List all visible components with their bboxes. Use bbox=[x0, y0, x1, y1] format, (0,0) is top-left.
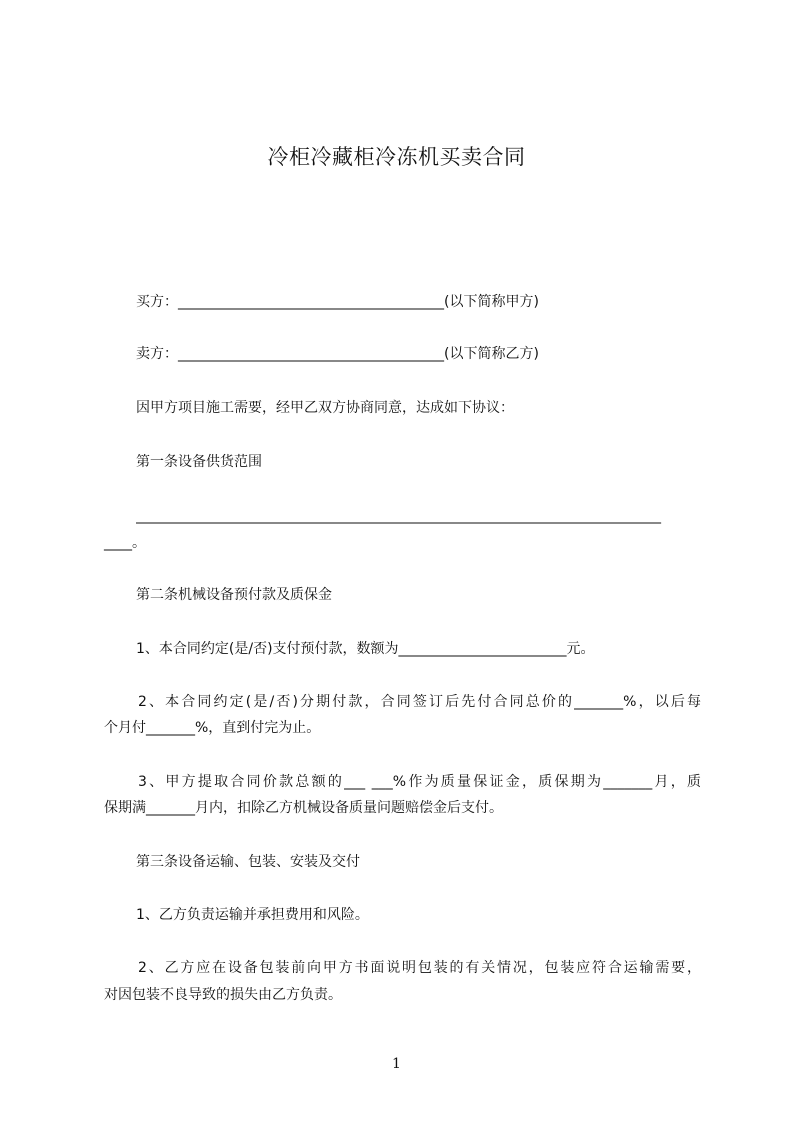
article-2-heading: 第二条机械设备预付款及质保金 bbox=[136, 587, 332, 603]
article-2-item-2-line-1: 2、本合同约定(是/否)分期付款，合同签订后先付合同总价的_______%，以后每 bbox=[138, 694, 701, 710]
article-3-item-1: 1、乙方负责运输并承担费用和风险。 bbox=[136, 907, 369, 923]
article-2-item-3-line-2: 保期满_______月内，扣除乙方机械设备质量问题赔偿金后支付。 bbox=[104, 800, 503, 816]
seller-line: 卖方：______________________________________(以下简称乙方) bbox=[136, 346, 539, 362]
page-number: 1 bbox=[392, 1056, 401, 1072]
document-title: 冷柜冷藏柜冷冻机买卖合同 bbox=[267, 145, 526, 169]
article-1-heading: 第一条设备供货范围 bbox=[136, 454, 262, 470]
buyer-line: 买方：______________________________________(以下简称甲方) bbox=[136, 294, 539, 310]
article-3-item-2-line-1: 2、乙方应在设备包装前向甲方书面说明包装的有关情况，包装应符合运输需要， bbox=[138, 960, 701, 976]
article-3-item-2-line-2: 对因包装不良导致的损失由乙方负责。 bbox=[104, 987, 342, 1003]
article-3-heading: 第三条设备运输、包装、安装及交付 bbox=[136, 854, 360, 870]
intro-paragraph: 因甲方项目施工需要，经甲乙双方协商同意，达成如下协议： bbox=[136, 400, 514, 416]
article-2-item-3-line-1: 3、甲方提取合同价款总额的___ ___%作为质量保证金，质保期为_______月，质 bbox=[138, 774, 701, 790]
supply-scope-blank-line: ___________________________________________________________________________ bbox=[136, 508, 661, 524]
article-2-item-1: 1、本合同约定(是/否)支付预付款，数额为________________________元。 bbox=[136, 641, 595, 657]
supply-scope-blank-end: ____。 bbox=[104, 535, 146, 551]
article-2-item-2-line-2: 个月付_______%，直到付完为止。 bbox=[104, 720, 321, 736]
